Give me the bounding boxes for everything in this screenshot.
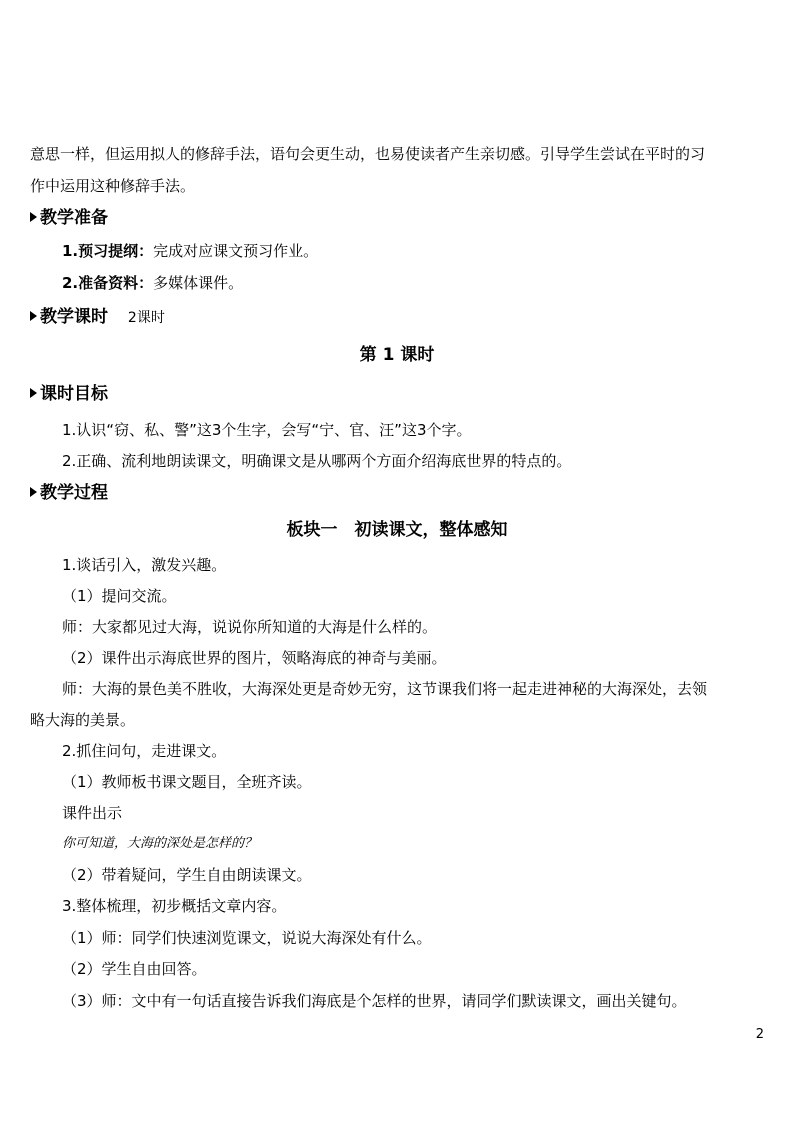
intro-line-1: 意思一样，但运用拟人的修辞手法，语句会更生动，也易使读者产生亲切感。引导学生尝试在平时的习 (30, 145, 706, 163)
process-line: 1.谈话引入，激发兴趣。 (62, 556, 227, 574)
process-line: （1）教师板书课文题目，全班齐读。 (62, 773, 312, 791)
process-line: （1）提问交流。 (62, 587, 177, 605)
section-heading: 课时目标 (40, 384, 108, 404)
prep-item-1 (62, 241, 318, 261)
process-line: 略大海的美景。 (30, 711, 136, 729)
triangle-bullet-icon (30, 311, 37, 321)
prep-item-text: 多媒体课件。 (153, 274, 244, 292)
process-line: （2）带着疑问，学生自由朗读课文。 (62, 866, 312, 884)
section-hours (30, 306, 165, 329)
page-number: 2 (755, 1027, 764, 1042)
process-line: （2）课件出示海底世界的图片，领略海底的神奇与美丽。 (62, 649, 447, 667)
process-line: 课件出示 (62, 804, 123, 822)
process-line: （1）师：同学们快速浏览课文，说说大海深处有什么。 (62, 929, 432, 947)
triangle-bullet-icon (30, 212, 37, 222)
process-line: （3）师：文中有一句话直接告诉我们海底是个怎样的世界，请同学们默读课文，画出关键句。 (62, 992, 687, 1010)
intro-line-2: 作中运用这种修辞手法。 (30, 177, 196, 195)
process-line-question: 你可知道，大海的深处是怎样的？ (62, 836, 258, 851)
goal-item-1: 1.认识“窃、私、警”这3个生字，会写“宁、官、汪”这3个字。 (62, 421, 472, 439)
triangle-bullet-icon (30, 388, 37, 398)
process-line: 3.整体梳理，初步概括文章内容。 (62, 897, 287, 915)
process-line: 师：大海的景色美不胜收，大海深处更是奇妙无穷，这节课我们将一起走进神秘的大海深处，去领 (62, 680, 708, 698)
goal-item-2: 2.正确、流利地朗读课文，明确课文是从哪两个方面介绍海底世界的特点的。 (62, 452, 572, 470)
section-process (30, 482, 108, 504)
section-heading: 教学过程 (40, 483, 108, 503)
block-title: 板块一 初读课文，整体感知 (286, 520, 508, 540)
section-prep (30, 207, 108, 229)
section-heading: 教学课时 (40, 307, 108, 327)
prep-item-label: 1.预习提纲： (62, 242, 154, 260)
process-line: （2）学生自由回答。 (62, 960, 207, 978)
lesson-title: 第 1 课时 (359, 345, 435, 365)
prep-item-text: 完成对应课文预习作业。 (153, 242, 319, 260)
prep-item-2 (62, 273, 243, 293)
process-line: 师：大家都见过大海，说说你所知道的大海是什么样的。 (62, 618, 438, 636)
process-line: 2.抓住问句，走进课文。 (62, 742, 227, 760)
prep-item-label: 2.准备资料： (62, 274, 154, 292)
triangle-bullet-icon (30, 487, 37, 497)
section-goals (30, 383, 108, 405)
hours-value: 2课时 (127, 310, 165, 326)
section-heading: 教学准备 (40, 208, 108, 228)
